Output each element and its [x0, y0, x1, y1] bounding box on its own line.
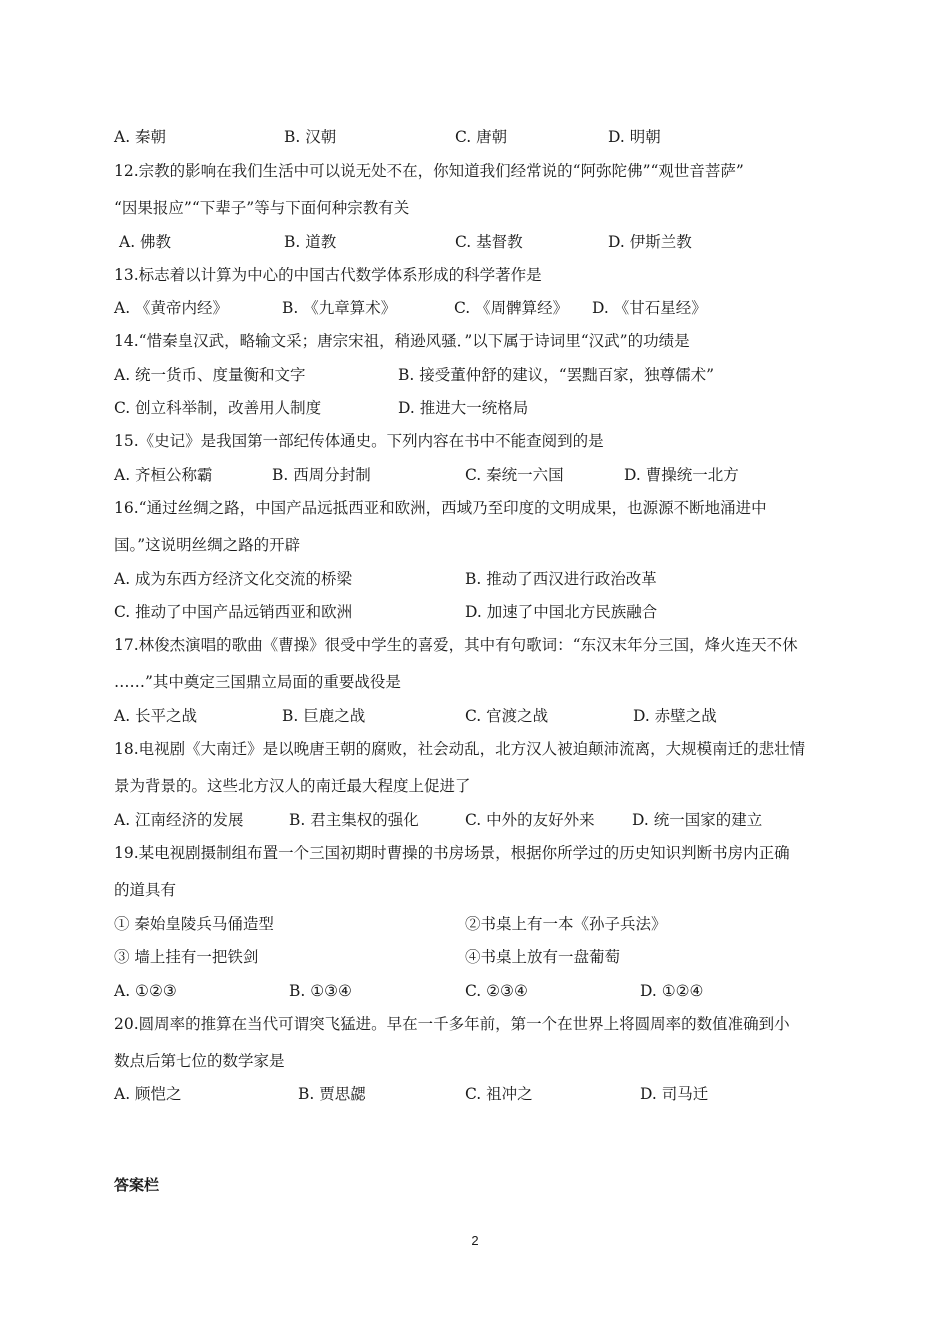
q13-stem: 13.标志着以计算为中心的中国古代数学体系形成的科学著作是	[114, 266, 542, 284]
q14-option-d: D. 推进大一统格局	[398, 399, 529, 417]
q19-option-b: B. ①③④	[289, 982, 352, 1000]
q18-option-d: D. 统一国家的建立	[632, 811, 763, 829]
q13-option-a: A. 《黄帝内经》	[114, 299, 229, 317]
q16-option-b: B. 推动了西汉进行政治改革	[465, 570, 657, 588]
q15-option-d: D. 曹操统一北方	[624, 466, 739, 484]
q20-option-d: D. 司马迁	[640, 1085, 709, 1103]
q12-stem-line-1: 12.宗教的影响在我们生活中可以说无处不在，你知道我们经常说的“阿弥陀佛”“观世音菩萨”	[114, 162, 744, 180]
q18-option-a: A. 江南经济的发展	[114, 811, 244, 829]
q12-option-d: D. 伊斯兰教	[608, 233, 692, 251]
q20-stem-line-1: 20.圆周率的推算在当代可谓突飞猛进。早在一千多年前，第一个在世界上将圆周率的数值准确到小	[114, 1015, 790, 1033]
q13-option-b: B. 《九章算术》	[282, 299, 397, 317]
q16-stem-line-1: 16.“通过丝绸之路，中国产品远抵西亚和欧洲，西域乃至印度的文明成果，也源源不断地涌进中	[114, 499, 767, 517]
page-number: 2	[471, 1233, 479, 1248]
q12-option-b: B. 道教	[284, 233, 337, 251]
q12-option-c: C. 基督教	[455, 233, 523, 251]
q17-option-b: B. 巨鹿之战	[282, 707, 366, 725]
q18-stem-line-2: 景为背景的。这些北方汉人的南迁最大程度上促进了	[114, 777, 471, 795]
q15-option-a: A. 齐桓公称霸	[114, 466, 213, 484]
q14-stem: 14.“惜秦皇汉武，略输文采；唐宗宋祖，稍逊风骚．”以下属于诗词里“汉武”的功绩是	[114, 332, 690, 350]
q17-stem-line-2: ……”其中奠定三国鼎立局面的重要战役是	[114, 673, 401, 691]
answer-bar-heading: 答案栏	[114, 1176, 160, 1194]
q19-option-d: D. ①②④	[640, 982, 704, 1000]
q11-option-d: D. 明朝	[608, 128, 661, 146]
q14-option-b: B. 接受董仲舒的建议，“罢黜百家，独尊儒术”	[398, 366, 715, 384]
q19-stem-line-1: 19.某电视剧摄制组布置一个三国初期时曹操的书房场景，根据你所学过的历史知识判断书房内正确	[114, 844, 790, 862]
q19-stem-line-2: 的道具有	[114, 881, 177, 899]
q19-item-3: ③ 墙上挂有一把铁剑	[114, 948, 259, 966]
q19-item-2: ②书桌上有一本《孙子兵法》	[465, 915, 667, 933]
q17-stem-line-1: 17.林俊杰演唱的歌曲《曹操》很受中学生的喜爱，其中有句歌词：“东汉末年分三国，烽火连天不休	[114, 636, 798, 654]
q15-option-b: B. 西周分封制	[272, 466, 371, 484]
q12-stem-line-2: “因果报应”“下辈子”等与下面何种宗教有关	[114, 199, 410, 217]
q17-option-a: A. 长平之战	[114, 707, 198, 725]
q16-stem-line-2: 国。”这说明丝绸之路的开辟	[114, 536, 301, 554]
q13-option-d: D. 《甘石星经》	[592, 299, 707, 317]
q15-stem: 15.《史记》是我国第一部纪传体通史。下列内容在书中不能查阅到的是	[114, 432, 604, 450]
q19-item-1: ① 秦始皇陵兵马俑造型	[114, 915, 274, 933]
q20-stem-line-2: 数点后第七位的数学家是	[114, 1052, 285, 1070]
q16-option-a: A. 成为东西方经济文化交流的桥梁	[114, 570, 353, 588]
q16-option-d: D. 加速了中国北方民族融合	[465, 603, 658, 621]
q20-option-b: B. 贾思勰	[298, 1085, 366, 1103]
q20-option-c: C. 祖冲之	[465, 1085, 533, 1103]
q18-option-b: B. 君主集权的强化	[289, 811, 419, 829]
q14-option-c: C. 创立科举制，改善用人制度	[114, 399, 322, 417]
q12-option-a: A. 佛教	[119, 233, 172, 251]
q11-option-b: B. 汉朝	[284, 128, 337, 146]
q11-option-c: C. 唐朝	[455, 128, 508, 146]
q18-stem-line-1: 18.电视剧《大南迁》是以晚唐王朝的腐败，社会动乱，北方汉人被迫颠沛流离，大规模南迁的悲壮情	[114, 740, 806, 758]
q20-option-a: A. 顾恺之	[114, 1085, 182, 1103]
q11-option-a: A. 秦朝	[114, 128, 167, 146]
q19-option-c: C. ②③④	[465, 982, 528, 1000]
q18-option-c: C. 中外的友好外来	[465, 811, 595, 829]
q15-option-c: C. 秦统一六国	[465, 466, 564, 484]
q13-option-c: C. 《周髀算经》	[454, 299, 569, 317]
q19-option-a: A. ①②③	[114, 982, 177, 1000]
q14-option-a: A. 统一货币、度量衡和文字	[114, 366, 306, 384]
q17-option-d: D. 赤壁之战	[633, 707, 717, 725]
q16-option-c: C. 推动了中国产品远销西亚和欧洲	[114, 603, 353, 621]
q19-item-4: ④书桌上放有一盘葡萄	[465, 948, 621, 966]
q17-option-c: C. 官渡之战	[465, 707, 549, 725]
